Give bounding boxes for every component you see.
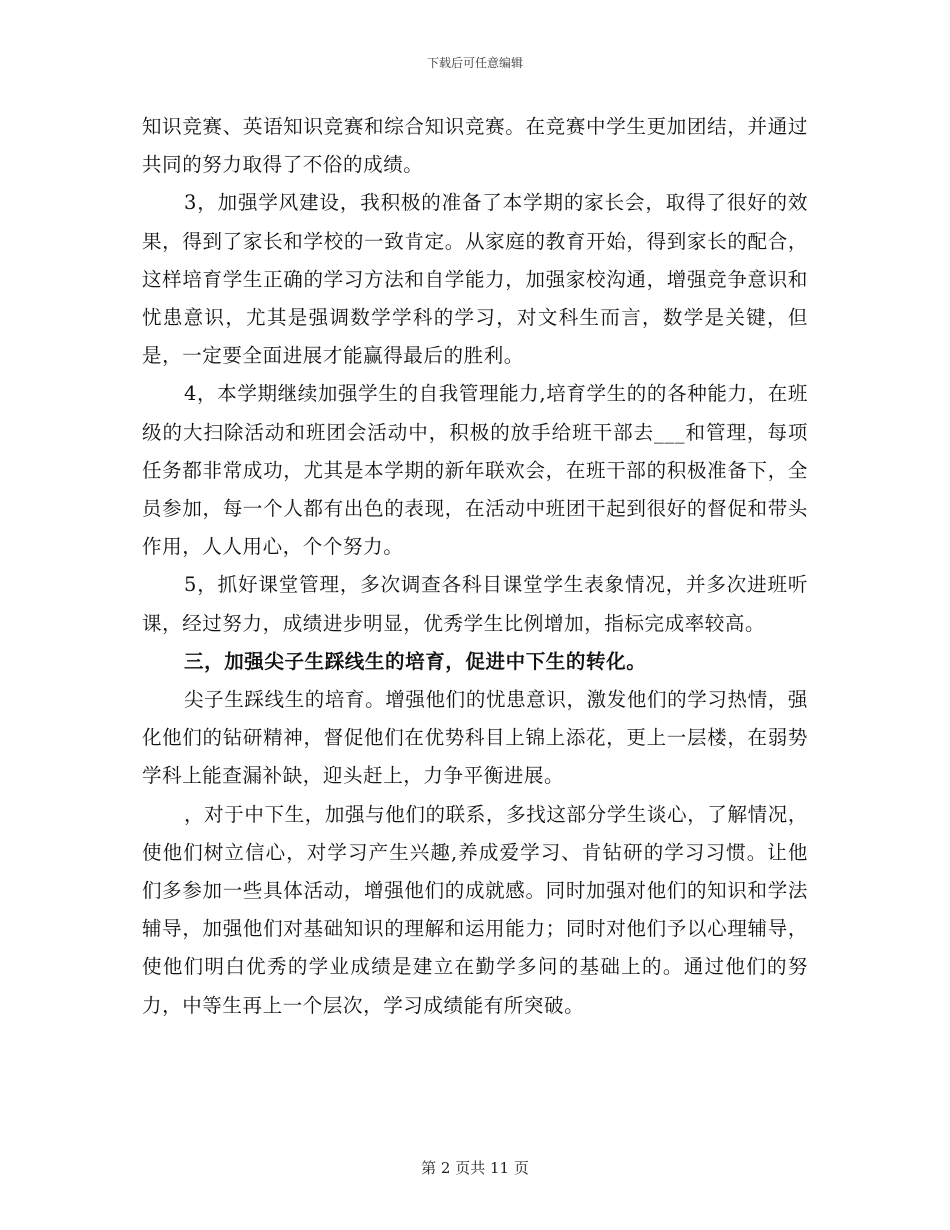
page-header: 下载后可任意编辑 xyxy=(426,56,523,70)
section-heading-3: 三，加强尖子生踩线生的培育，促进中下生的转化。 xyxy=(184,649,647,673)
page-footer: 第 2 页共 11 页 xyxy=(421,1159,529,1177)
paragraph-continuation: 知识竞赛、英语知识竞赛和综合知识竞赛。在竞赛中学生更加团结，并通过共同的努力取得了不俗的成绩。 xyxy=(142,115,808,177)
paragraph-lower-students: ，对于中下生，加强与他们的联系，多找这部分学生谈心，了解情况，使他们树立信心，对学习产生兴趣,养成爱学习、肯钻研的学习习惯。让他们多参加一些具体活动，增强他们的成就感。同时加强对他们的知识和学法辅导，加强他们对基础知识的理解和运用能力；同时对他们予以心理辅导，使他们明白优秀的学业成绩是建立在勤学多问的基础上的。通过他们的努力，中等生再上一个层次，学习成绩能有所突破。 xyxy=(142,802,808,1017)
document-body xyxy=(142,108,808,1025)
paragraph-item-5: 5，抓好课堂管理，多次调查各科目课堂学生表象情况，并多次进班听课，经过努力，成绩进步明显，优秀学生比例增加，指标完成率较高。 xyxy=(142,573,808,635)
paragraph-item-4: 4，本学期继续加强学生的自我管理能力,培育学生的的各种能力，在班级的大扫除活动和班团会活动中，积极的放手给班干部去___和管理，每项任务都非常成功，尤其是本学期的新年联欢会，在班干部的积极准备下，全员参加，每一个人都有出色的表现，在活动中班团干起到很好的督促和带头作用，人人用心，个个努力。 xyxy=(142,382,808,559)
paragraph-item-3: 3，加强学风建设，我积极的准备了本学期的家长会，取得了很好的效果，得到了家长和学校的一致肯定。从家庭的教育开始，得到家长的配合，这样培育学生正确的学习方法和自学能力，加强家校沟通，增强竞争意识和忧患意识，尤其是强调数学学科的学习，对文科生而言，数学是关键，但是，一定要全面进展才能赢得最后的胜利。 xyxy=(142,191,808,368)
paragraph-top-students: 尖子生踩线生的培育。增强他们的忧患意识，激发他们的学习热情，强化他们的钻研精神，督促他们在优势科目上锦上添花，更上一层楼，在弱势学科上能查漏补缺，迎头赶上，力争平衡进展。 xyxy=(142,688,808,788)
